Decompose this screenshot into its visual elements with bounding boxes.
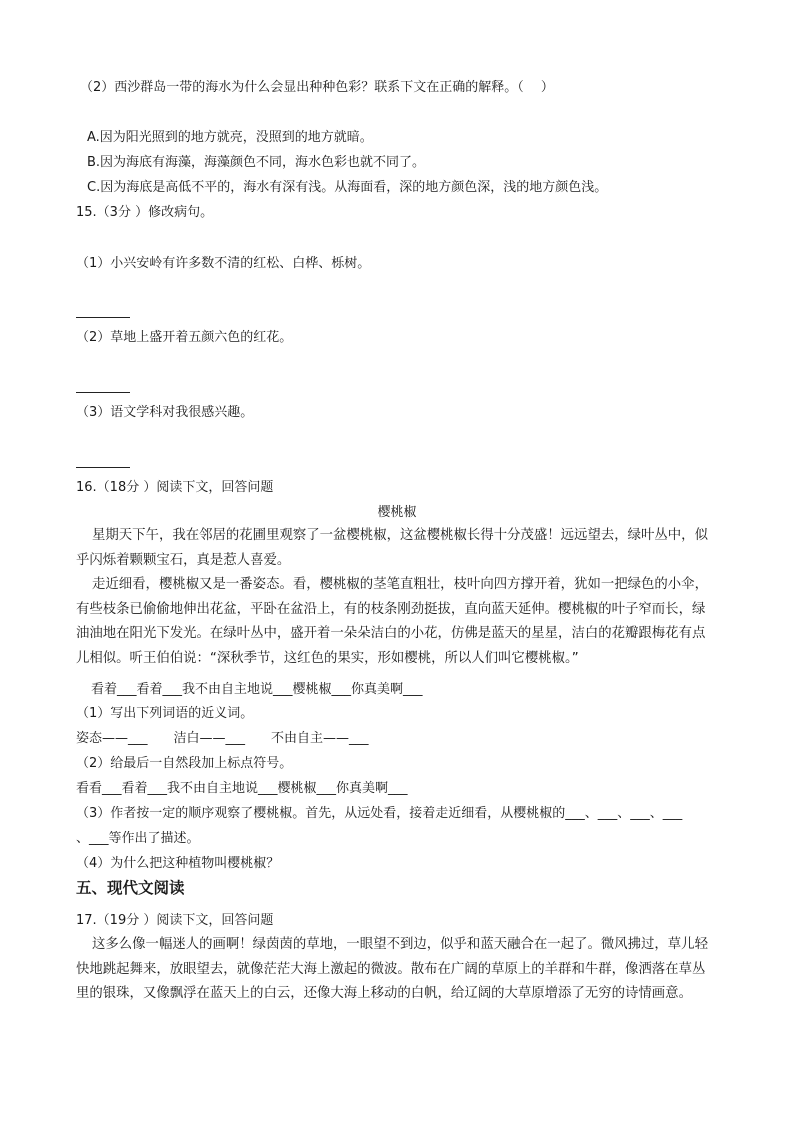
section-5-heading: 五、现代文阅读 [76, 879, 185, 897]
q15-answer-blank-3[interactable] [76, 467, 130, 468]
q15-item-1: （1）小兴安岭有许多数不清的红松、白桦、栎树。 [76, 256, 371, 271]
q16-sub1: （1）写出下列词语的近义词。 [76, 706, 254, 721]
q16-passage-title: 樱桃椒 [377, 505, 417, 520]
q14-part2-question: （2）西沙群岛一带的海水为什么会显出种种色彩？联系下文在正确的解释。（ ） [80, 80, 554, 95]
q16-paragraph-2: 走近细看，樱桃椒又是一番姿态。看，樱桃椒的茎笔直粗壮，枝叶向四方撑开着，犹如一把绿色的小伞，有些枝条已偷偷地伸出花盆，平卧在盆沿上，有的枝条刚劲挺拔，直向蓝天延伸。樱桃椒的叶子窄而长，绿油油地在阳光下发光。在绿叶丛中，盛开着一朵朵洁白的小花，仿佛是蓝天的星星，洁白的花瓣跟梅花有点儿相似。听王伯伯说：“深秋季节，这红色的果实，形如樱桃，所以人们叫它樱桃椒。” [76, 577, 708, 666]
q14-option-c: C.因为海底是高低不平的，海水有深有浅。从海面看，深的地方颜色深，浅的地方颜色浅。 [87, 180, 608, 195]
q16-punctuation-line: 看着___看着___我不由自主地说___樱桃椒___你真美啊___ [91, 682, 423, 697]
q14-option-b: B.因为海底有海藻，海藻颜色不同，海水色彩也就不同了。 [87, 155, 426, 170]
q17-header: 17.（19分 ）阅读下文，回答问题 [76, 913, 274, 928]
q16-punctuation-answer-line: 看看___看着___我不由自主地说___樱桃椒___你真美啊___ [76, 781, 408, 796]
q16-sub3-line2: 、___等作出了描述。 [76, 831, 200, 846]
q16-synonyms-line: 姿态——___ 洁白——___ 不由自主——___ [76, 731, 369, 746]
q15-header: 15.（3分 ）修改病句。 [76, 205, 214, 220]
q16-header: 16.（18分 ）阅读下文，回答问题 [76, 480, 274, 495]
q17-paragraph: 这多么像一幅迷人的画啊！绿茵茵的草地，一眼望不到边，似乎和蓝天融合在一起了。微风拂过，草儿轻快地跳起舞来，放眼望去，就像茫茫大海上激起的微波。散布在广阔的草原上的羊群和牛群，像洒落在草丛里的银珠，又像飘浮在蓝天上的白云，还像大海上移动的白帆，给辽阔的大草原增添了无穷的诗情画意。 [76, 937, 708, 1001]
q16-sub2: （2）给最后一自然段加上标点符号。 [76, 756, 293, 771]
q16-sub4: （4）为什么把这种植物叫樱桃椒？ [76, 856, 280, 871]
q16-sub3-line1: （3）作者按一定的顺序观察了樱桃椒。首先，从远处看，接着走近细看，从樱桃椒的___、___、___、___ [76, 806, 683, 821]
q15-answer-blank-2[interactable] [76, 392, 130, 393]
q14-option-a: A.因为阳光照到的地方就亮，没照到的地方就暗。 [87, 130, 373, 145]
q15-item-3: （3）语文学科对我很感兴趣。 [76, 405, 254, 420]
q15-answer-blank-1[interactable] [76, 317, 130, 318]
q15-item-2: （2）草地上盛开着五颜六色的红花。 [76, 330, 293, 345]
q16-paragraph-1: 星期天下午，我在邻居的花圃里观察了一盆樱桃椒，这盆樱桃椒长得十分茂盛！远远望去，绿叶丛中，似乎闪烁着颗颗宝石，真是惹人喜爱。 [76, 528, 708, 568]
